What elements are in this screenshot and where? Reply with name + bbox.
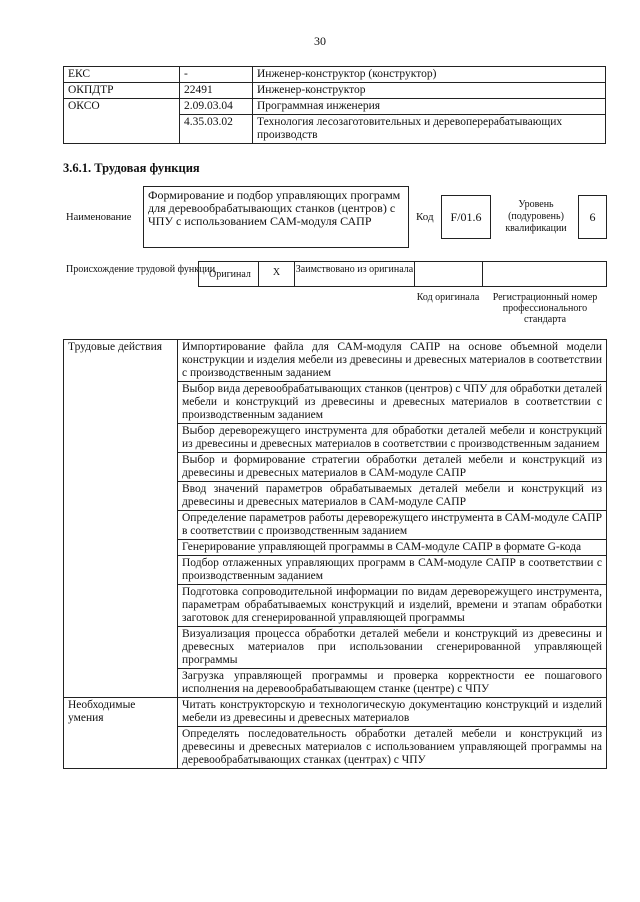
labor-action: Подбор отлаженных управляющих программ в САМ-модуле САПР в соответствии с производственным заданием <box>178 556 607 585</box>
origin-reg-number-label: Регистрационный номер профессионального стандарта <box>492 292 598 325</box>
classifier-code: 22491 <box>180 83 253 99</box>
qualification-level: 6 <box>578 195 607 239</box>
function-code: F/01.6 <box>441 195 491 239</box>
origin-code-label: Код оригинала <box>416 292 480 303</box>
labor-action: Импортирование файла для САМ-модуля САПР на основе объемной модели конструкции и изделия мебели из древесины и древесных материалов в соответствии с производственным заданием <box>178 340 607 382</box>
skill: Читать конструкторскую и технологическую документацию конструкций и изделий мебели из древесины и древесных материалов <box>178 698 607 727</box>
skill: Определять последовательность обработки деталей мебели и конструкций из древесины и древесных материалов с использованием управляющей программы на деревообрабатывающих станках (центрах) с ЧПУ <box>178 727 607 769</box>
table-row <box>64 340 607 382</box>
origin-row <box>198 261 607 287</box>
classifier-title: Программная инженерия <box>253 99 606 115</box>
classifier-code: - <box>180 67 253 83</box>
labor-function-table <box>63 339 607 769</box>
section-title: 3.6.1. Трудовая функция <box>63 161 200 175</box>
classifier-name: ОКСО <box>64 99 180 144</box>
page-number: 30 <box>314 34 326 48</box>
origin-label: Происхождение трудовой функции <box>66 264 216 275</box>
origin-borrowed-label: Заимствовано из оригинала <box>295 262 415 286</box>
classifier-codes-table <box>63 66 606 144</box>
origin-original-label: Оригинал <box>199 262 259 286</box>
labor-action: Загрузка управляющей программы и проверка корректности ее пошагового исполнения на деревообрабатывающем станке (центре) с ЧПУ <box>178 669 607 698</box>
labor-action: Выбор вида деревообрабатывающих станков (центров) с ЧПУ для обработки деталей мебели и конструкций из древесины и древесных материалов в соответствии с производственным заданием <box>178 382 607 424</box>
table-row <box>64 83 606 99</box>
classifier-name: ЕКС <box>64 67 180 83</box>
qualification-level-label: Уровень (подуровень) квалификации <box>505 199 567 234</box>
skills-label: Необходимые умения <box>64 698 178 769</box>
table-row <box>64 99 606 115</box>
classifier-code: 4.35.03.02 <box>180 115 253 144</box>
classifier-title: Технология лесозаготовительных и деревоперерабатывающих производств <box>253 115 606 144</box>
function-name: Формирование и подбор управляющих программ для деревообрабатывающих станков (центров) с ЧПУ с использованием САМ-модуля САПР <box>143 186 409 248</box>
labor-action: Выбор дереворежущего инструмента для обработки деталей мебели и конструкций из древесины и древесных материалов в соответствии с производственным заданием <box>178 424 607 453</box>
labor-action: Генерирование управляющей программы в САМ-модуле САПР в формате G-кода <box>178 540 607 556</box>
classifier-code: 2.09.03.04 <box>180 99 253 115</box>
labor-action: Определение параметров работы дереворежущего инструмента в САМ-модуле САПР в соответствии с производственным заданием <box>178 511 607 540</box>
table-row <box>64 67 606 83</box>
labor-action: Подготовка сопроводительной информации по видам дереворежущего инструмента, параметрам обрабатываемых конструкций и изделий, времени и этапам обработки заготовок для сгенерированной управляющей программы <box>178 585 607 627</box>
origin-original-mark: X <box>259 262 295 286</box>
origin-code-cell <box>415 262 483 286</box>
labor-action: Визуализация процесса обработки деталей мебели и конструкций из древесины и древесных материалов при использовании сгенерированной управляющей программы <box>178 627 607 669</box>
function-code-label: Код <box>416 211 434 223</box>
function-name-label: Наименование <box>66 212 132 223</box>
table-row <box>64 698 607 727</box>
labor-actions-label: Трудовые действия <box>64 340 178 698</box>
labor-action: Ввод значений параметров обрабатываемых деталей мебели и конструкций из древесины и древесных материалов в САМ-модуле САПР <box>178 482 607 511</box>
classifier-name: ОКПДТР <box>64 83 180 99</box>
classifier-title: Инженер-конструктор (конструктор) <box>253 67 606 83</box>
labor-action: Выбор и формирование стратегии обработки деталей мебели и конструкций из древесины и древесных материалов в САМ-модуле САПР <box>178 453 607 482</box>
classifier-title: Инженер-конструктор <box>253 83 606 99</box>
